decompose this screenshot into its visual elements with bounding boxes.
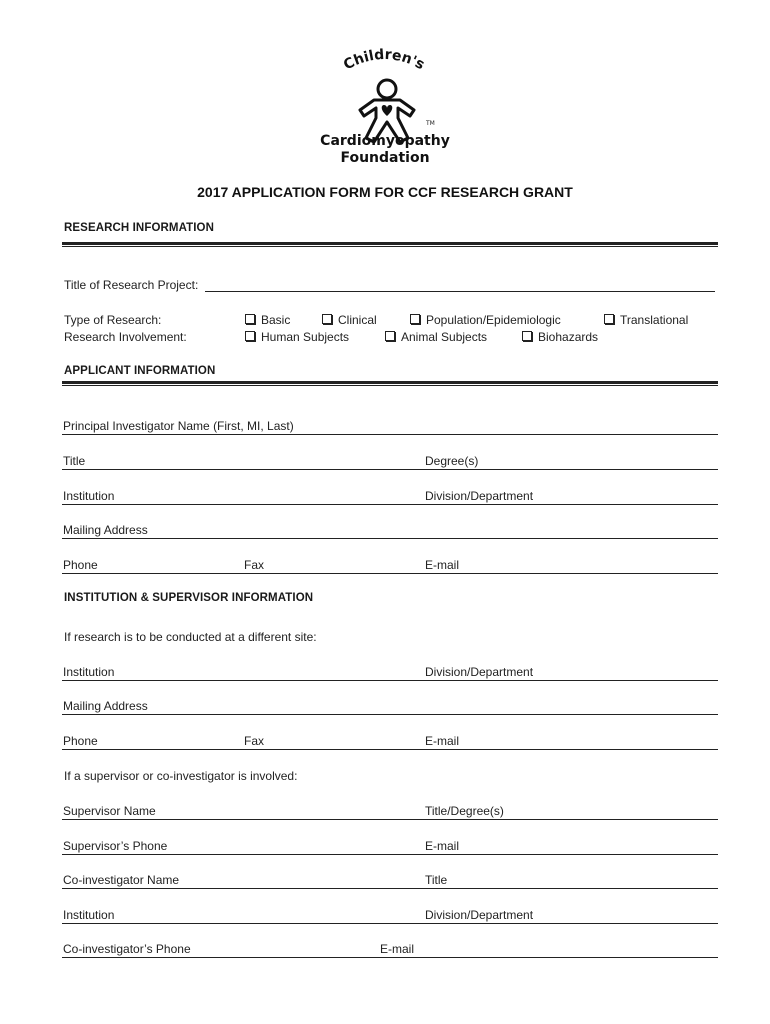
checkbox-icon [322,314,332,324]
research-rule [62,242,718,247]
email-label: E-mail [425,734,460,748]
applicant-rule [62,381,718,386]
pi-name-field[interactable] [62,416,718,435]
checkbox-clinical[interactable] [322,313,377,327]
checkbox-label: Human Subjects [261,330,350,344]
ccf-logo [300,40,470,175]
site-institution-division-row[interactable] [62,662,718,681]
mailing-address-field[interactable] [62,520,718,539]
mailing-address-label: Mailing Address [63,699,148,713]
supervisor-note: If a supervisor or co-investigator is involved: [64,769,298,783]
site-mailing-address-field[interactable] [62,696,718,715]
checkbox-human-subjects[interactable] [245,330,349,344]
supervisor-phone-label: Supervisor’s Phone [63,839,168,853]
coinvestigator-title-label: Title [425,873,448,887]
different-site-note: If research is to be conducted at a different site: [64,630,317,644]
checkbox-label: Population/Epidemiologic [426,313,561,327]
checkbox-label: Translational [620,313,689,327]
title-degrees-label: Title/Degree(s) [425,804,504,818]
division-label: Division/Department [425,489,534,503]
coinvestigator-name-label: Co-investigator Name [63,873,180,887]
phone-label: Phone [63,558,98,572]
checkbox-label: Basic [261,313,291,327]
supervisor-name-label: Supervisor Name [63,804,156,818]
supervisor-name-row[interactable] [62,801,718,820]
logo-org-line1: Cardiomyopathy [320,133,450,149]
degrees-label: Degree(s) [425,454,479,468]
fax-label: Fax [244,558,265,572]
form-title: 2017 APPLICATION FORM FOR CCF RESEARCH GRANT [197,184,573,200]
checkbox-icon [604,314,614,324]
supervisor-phone-row[interactable] [62,836,718,855]
coinvestigator-phone-label: Co-investigator’s Phone [63,942,191,956]
coinvestigator-phone-row[interactable] [62,939,718,958]
checkbox-icon [522,331,532,341]
research-heading: RESEARCH INFORMATION [64,222,215,234]
title-degrees-row[interactable] [62,451,718,470]
checkbox-label: Clinical [338,313,377,327]
checkbox-translational[interactable] [604,313,688,327]
mailing-address-label: Mailing Address [63,523,148,537]
coinvestigator-division-label: Division/Department [425,908,534,922]
coinvestigator-institution-label: Institution [63,908,115,922]
coinvestigator-email-label: E-mail [380,942,415,956]
checkbox-label: Animal Subjects [401,330,488,344]
site-phone-fax-email-row[interactable] [62,731,718,750]
svg-text:Children's: Children's [341,46,428,74]
title-label: Title [63,454,86,468]
institution-label: Institution [63,665,115,679]
checkbox-label: Biohazards [538,330,599,344]
trademark-mark: TM [426,120,435,127]
phone-label: Phone [63,734,98,748]
coinvestigator-name-row[interactable] [62,870,718,889]
type-of-research-label: Type of Research: [64,313,162,327]
checkbox-icon [245,314,255,324]
supervisor-email-label: E-mail [425,839,460,853]
checkbox-biohazards[interactable] [522,330,598,344]
logo-org-line2: Foundation [340,150,430,166]
institution-division-row[interactable] [62,486,718,505]
coinvestigator-institution-row[interactable] [62,905,718,924]
project-title-input[interactable] [205,291,715,292]
email-label: E-mail [425,558,460,572]
phone-fax-email-row[interactable] [62,555,718,574]
institution-heading: INSTITUTION & SUPERVISOR INFORMATION [64,592,314,604]
fax-label: Fax [244,734,265,748]
division-label: Division/Department [425,665,534,679]
pi-name-label: Principal Investigator Name (First, MI, Last) [63,419,294,433]
checkbox-animal-subjects[interactable] [385,330,487,344]
institution-label: Institution [63,489,115,503]
checkbox-icon [385,331,395,341]
applicant-heading: APPLICANT INFORMATION [64,365,216,377]
checkbox-population[interactable] [410,313,561,327]
checkbox-icon [410,314,420,324]
checkbox-icon [245,331,255,341]
checkbox-basic[interactable] [245,313,290,327]
project-title-label: Title of Research Project: [64,278,199,292]
research-involvement-label: Research Involvement: [64,330,187,344]
